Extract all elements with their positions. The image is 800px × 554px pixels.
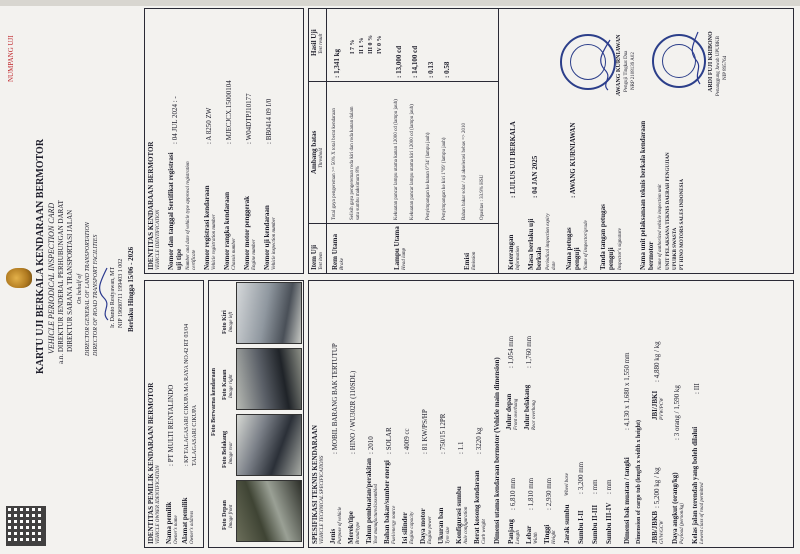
spec-value: : 1.1 [457,441,465,454]
brake-diff-axle-2: II 1 % [359,37,365,54]
inspector-value: : AWANG KURNIAWAN [569,122,577,198]
engine-label: Nomor motor penggerak [243,195,251,270]
photos-section-title: Foto Berwarna kendaraan [211,368,217,436]
inspector-sig-name: AWANG KURNIAWAN [616,34,622,96]
photo-right-label-en: Image right [229,374,234,398]
cargo-value: : 4,130 x 1,680 x 1,550 mm [623,352,631,430]
headlamp-dev-right-limit: Penyimpangan ke kanan 0°34' (lampu jauh) [426,132,431,220]
jbb-label: JBB/JBKB [651,510,659,544]
spec-value: : HINO / WU302R (110SDL) [349,370,357,454]
road-class-label-en: Lowest class of road permitted [700,482,705,544]
status-label: Keterangan [507,234,515,270]
headlamp-label: Lampu Utama [393,226,401,270]
brake-label: Rem Utama [331,234,339,270]
capacity-label: Daya angkut (orang/kg) [671,472,679,544]
owner-name-value: : PT MULTI RENTALINDO [167,384,175,466]
length-value: : 6,810 mm [509,477,517,510]
axle-1-2-value: : 3,200 mm [577,461,585,494]
spec-label-en: Tyre size [446,526,451,544]
inspector-label-en: Name of inspector/grade [584,220,589,270]
owner-section-title: IDENTITAS PEMILIK KENDARAAN BERMOTOR [147,382,155,544]
results-col-divider-2 [308,81,498,82]
axle-3-4-label: Sumbu III-IV [605,502,613,544]
jbi-value: : 4,880 kg / kg [653,341,661,382]
brake-limit: Total gaya pengereman >= 50% X total berat kendaraan [332,108,337,220]
spec-label: Isi silinder [401,512,409,544]
specs-section-title: SPESIFIKASI TEKNIS KENDARAAN [311,425,319,544]
brake-diff-axle-3: III 0 % [368,34,374,54]
test-number-value: : BB0414 09 I/0 [265,98,273,144]
cert-label: Nomor dan tanggal Sertifikat registrasi uji tipe [167,152,183,270]
photo-right-label: Foto Kanan [222,369,228,400]
rear-overhang-label: Julur belakang [523,384,531,430]
signature-label: Tanda tangan petugas penguji [599,204,615,270]
unit-label-en: Name of authorized vehicle inspection unit [658,184,663,270]
spec-label: Berat kosong kendaraan [473,470,481,544]
road-class-label: Kelas jalan terendah yang boleh dilalui [691,426,699,544]
spec-value: : SOLAR [385,427,393,454]
photo-right [236,348,302,410]
card-subtitle: VEHICLE PERIODICAL INSPECTION CARD [47,202,56,354]
col-header-item-en: Test item [319,252,324,270]
jbb-value: : 5,200 kg / kg [653,467,661,508]
photo-back-label: Foto Belakang [222,430,228,468]
reg-number-label: Nomor registrasi kendaraan [203,185,211,270]
spec-label-en: Brand/type [356,521,361,544]
owner-address-value-1: : KP TALAGASARI CIKUPA MA RAYA NO.42 RT 03/04 [184,323,190,466]
jbi-label: JBI/JBKI [651,390,659,420]
head-sig-name: ARDI FUJI KRIBONO [708,31,714,92]
front-overhang-value: : 1,054 mm [507,335,515,368]
expiry-value: : 04 JAN 2025 [531,155,539,198]
axle-2-3-label: Sumbu II-III [591,504,599,544]
emission-limit: Bahan bakar solar / uji akselerasi bebas => 2010 [462,123,467,220]
headlamp-dev-left-result: : 0.58 [443,61,451,78]
spec-label: Ukuran ban [437,507,445,544]
cert-label-en: Number and date of vehicle type approval registration certificate [186,161,197,270]
photo-front-label: Foto Depan [222,500,228,530]
headlamp-right-result: : 13,000 cd [395,45,403,78]
brake-diff-limit: Selisih gaya pengereman roda kiri dan roda kanan dalam satu sumbu maksimum 8% [350,106,361,220]
spec-value: : MOBIL BARANG BAK TERTUTUP [331,343,339,454]
agency-line-2: DIREKTUR SARANA TRANSPORTASI JALAN [66,209,74,352]
validity-date: Berlaku Hingga 15/06 - 2026 [127,246,135,332]
wheelbase-label: Jarak sumbu [563,504,571,544]
headlamp-left-limit: Kekuatan pancar lampu utama kiri 12000 cd (lampu jauh) [410,104,415,220]
expiry-label-en: Periodical inspection expiry date [546,213,557,270]
specs-section-title-en: VEHICLE TECHNICAL SPECIFICATIONS [320,455,325,544]
unit-value-2: UPUBKB SWASTA [673,227,678,270]
engine-label-en: Engine number [252,239,257,270]
vehicle-identity-title: IDENTITAS KENDARAAN BERMOTOR [147,141,155,270]
cargo-label-en: Dimension of cargo tub (length x width x height) [636,419,642,544]
spec-value: : 4009 cc [403,428,411,454]
col-header-limit: Ambang batas [310,130,318,174]
spec-label-en: Engine capacity [410,511,415,544]
inspector-nip: NRP 2108139 A02 [631,52,636,90]
brake-diff-axle-1: I 7 % [350,39,356,54]
photo-left-label-en: Image left [229,311,234,332]
spec-value: : 2010 [367,436,375,454]
headlamp-dev-left-limit: Penyimpangan ke kiri 1°09' (lampu jauh) [442,137,447,220]
photo-front-label-en: Image front [229,504,234,528]
brake-result: : 1,341 kg [333,49,341,78]
col-header-limit-en: Threshold [319,147,324,168]
spec-label: Bahan bakar/sumber energi [383,460,391,544]
status-label-en: Information [516,246,521,270]
brake-label-en: Brake [340,258,345,270]
paper-edge [0,0,800,6]
headlamp-right-limit: Kekuatan pancar lampu utama kanan 12000 cd (lampu jauh) [394,99,399,220]
reg-number-value: : A 8250 ZW [205,107,213,144]
results-col-divider-1 [308,223,498,224]
engine-value: : W04DTPJ10177 [245,93,253,144]
emission-label: Emisi [463,252,471,270]
chassis-value: : MJECJCX.15000104 [225,80,233,144]
spec-label: Merek/tipe [347,511,355,544]
cargo-label: Dimensi bak muatan / tangki [623,457,631,544]
col-header-result: Hasil Uji [310,29,318,56]
owner-address-label: Alamat pemilik [181,497,189,544]
capacity-label-en: Payload (person/kg) [680,503,685,544]
reg-number-label-en: Vehicle registration number [212,214,217,270]
photo-back-label-en: Image rear [229,441,234,464]
agency-en-1: On behalf of [77,274,83,304]
agency-en-3: DIRECTOR OF ROAD TRANSPORT FACILITIES [93,234,99,356]
test-number-label-en: Vehicle inspection number [272,217,277,270]
headlamp-left-result: : 14,100 cd [411,45,419,78]
rear-overhang-value: : 1,760 mm [525,335,533,368]
vehicle-identity-title-en: VEHICLE IDENTIFICATION [156,209,161,270]
unit-value-3: PT HINO MOTORS SALES INDONESIA [680,179,685,270]
chassis-label-en: Chassis number [232,237,237,270]
jbb-label-en: GVW/GCW [660,520,665,544]
front-overhang-label-en: Front overhang [514,398,519,430]
emission-opacity: Opasitas : 33.9% HSU [480,174,485,220]
width-label: Lebar [525,525,533,544]
inspector-grade: Penguji Tingkat Dua [624,50,629,92]
owner-address-label-en: Owner's address [190,510,195,544]
jbi-label-en: PVW/PCW [660,397,665,420]
spec-label-en: Axle configuration [464,506,469,544]
signature-label-en: Inspector's signature [618,228,623,270]
width-label-en: Width [534,532,539,544]
col-header-item: Item Uji [310,244,318,270]
owner-address-value-2: TALAGASARI CIKUPA [192,404,198,466]
inspector-signature [600,36,614,92]
photo-left-label: Foto Kiri [222,310,228,334]
col-header-result-en: Test result [319,33,324,54]
width-value: : 1,810 mm [527,477,535,510]
headlamp-label-en: Head lamp [402,247,407,270]
director-name: Ir. Danto Restyawan, MT [110,266,116,328]
length-label-en: Length [516,530,521,544]
spec-label-en: Purpose of vehicle [338,506,343,544]
spec-label-en: Curb weight [482,519,487,544]
serial-badge: NUMPANG UJI [7,35,15,82]
garuda-emblem-icon [6,268,32,288]
spec-value: : 81 KW/PS/HP [421,409,429,454]
emission-label-en: Emission [472,251,477,270]
expiry-label: Masa berlaku uji berkala [527,218,543,270]
inspector-label: Nama petugas penguji [565,227,581,270]
spec-label-en: Fuel/energy source [392,505,397,544]
spec-label-en: Year manufactured/assembled [374,483,379,544]
spec-label-en: Engine power [428,516,433,544]
height-label: Tinggi [543,524,551,544]
spec-label: Tahun pembuatan/perakitan [365,458,373,544]
cert-value: : 04 JUL 2024 : - [171,96,179,144]
unit-value-1: UNIT PELAKSANA TEKNIS DAERAH PENGUJIAN [666,152,671,270]
axle-3-4-value: : mm [605,479,613,494]
agency-line-1: a.n. DIREKTUR JENDERAL PERHUBUNGAN DARAT [57,200,65,364]
height-value: : 2,930 mm [545,477,553,510]
unit-label: Nama unit pelaksanaan teknis berkala kendaraan bermotor [639,120,655,270]
spec-label: Konfigurasi sumbu [455,486,463,544]
agency-en-2: DIRECTOR GENERAL OF LAND TRANSPORTATION [85,222,91,356]
length-label: Panjang [507,519,515,544]
height-label-en: Height [552,530,557,544]
road-class-value: : III [693,383,701,394]
spec-label: Daya motor [419,508,427,544]
spec-label: Jenis [329,528,337,544]
photo-front [236,480,302,542]
head-title: Penanggung Jawab UPUBKB [716,36,721,96]
headlamp-dev-right-result: : 0.13 [427,61,435,78]
results-footer-divider [498,8,499,274]
head-signature [690,30,704,86]
card-title: KARTU UJI BERKALA KENDARAAN BERMOTOR [35,138,46,374]
results-header-divider [326,8,327,274]
chassis-label: Nomor rangka kendaraan [223,191,231,270]
dimensions-title: Dimensi utama kendaraan bermotor (Vehicle main dimension) [493,357,501,544]
brake-diff-axle-4: IV 0 % [377,35,383,54]
director-nip: NIP 19680711 199403 1 002 [118,258,124,328]
status-value: : LULUS UJI BERKALA [509,121,517,198]
rear-overhang-label-en: Rear overhang [532,400,537,430]
capacity-value: : 3 orang / 1,590 kg [673,385,681,440]
test-number-label: Nomor uji kendaraan [263,205,271,270]
wheelbase-label-en: Wheel base [565,473,570,496]
owner-name-label-en: Owner's name [174,515,179,544]
photo-left [236,282,302,344]
axle-2-3-value: : mm [591,479,599,494]
owner-name-label: Nama pemilik [165,501,173,544]
axle-1-2-label: Sumbu I-II [577,510,585,544]
qr-code [6,506,46,546]
photo-back [236,414,302,476]
owner-section-title-en: VEHICLE OWNER IDENTIFICATION [156,465,161,544]
spec-value: : 750/15 12PR [439,413,447,454]
head-nip: NIP 895764 [723,55,728,80]
spec-value: : 3220 kg [475,427,483,454]
front-overhang-label: Julur depan [505,393,513,430]
